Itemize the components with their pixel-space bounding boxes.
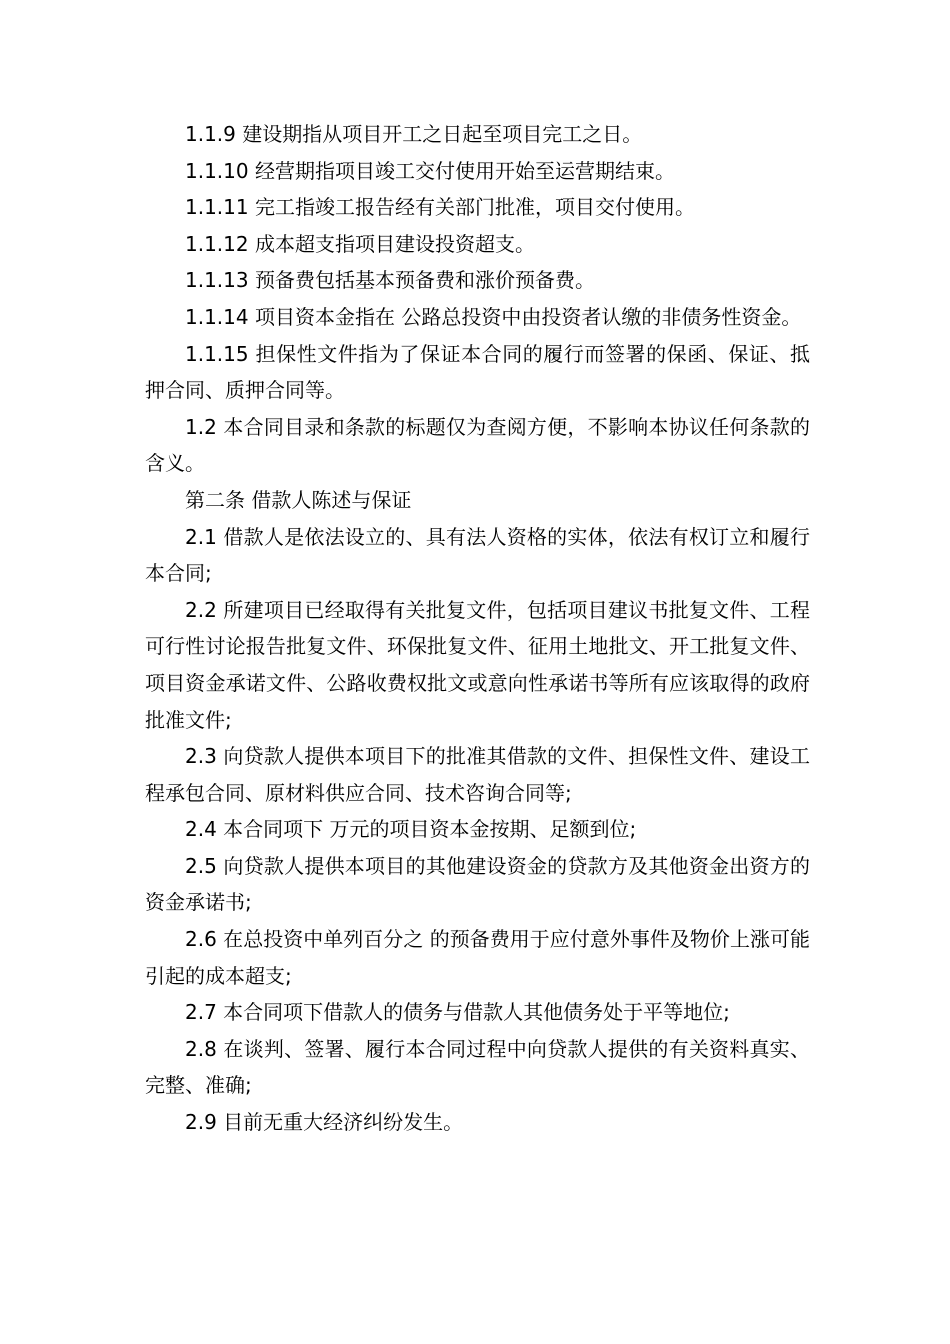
clause-1-1-11: 1.1.11 完工指竣工报告经有关部门批准，项目交付使用。 [185,195,695,220]
clause-2-4: 2.4 本合同项下 万元的项目资本金按期、足额到位; [185,817,637,842]
clause-1-1-10: 1.1.10 经营期指项目竣工交付使用开始至运营期结束。 [185,158,675,183]
clause-1-1-12: 1.1.12 成本超支指项目建设投资超支。 [185,231,535,256]
clause-1-1-15: 1.1.15 担保性文件指为了保证本合同的履行而签署的保函、保证、抵押合同、质押合同等。 [145,341,810,403]
clause-1-2: 1.2 本合同目录和条款的标题仅为查阅方便，不影响本协议任何条款的含义。 [145,414,810,476]
clause-2-9: 2.9 目前无重大经济纠纷发生。 [185,1110,464,1135]
clause-2-8: 2.8 在谈判、签署、履行本合同过程中向贷款人提供的有关资料真实、完整、准确; [145,1036,810,1098]
clause-2-3: 2.3 向贷款人提供本项目下的批准其借款的文件、担保性文件、建设工程承包合同、原材料供应合同、技术咨询合同等; [145,744,810,805]
document-body [145,116,810,1141]
clause-2-2: 2.2 所建项目已经取得有关批复文件，包括项目建议书批复文件、工程可行性讨论报告批复文件、环保批复文件、征用土地批文、开工批复文件、项目资金承诺文件、公路收费权批文或意向性承诺书等所有应该取得的政府批准文件; [145,597,810,732]
clause-1-1-14: 1.1.14 项目资本金指在 公路总投资中由投资者认缴的非债务性资金。 [185,304,802,329]
clause-1-1-9: 1.1.9 建设期指从项目开工之日起至项目完工之日。 [185,122,643,146]
clause-2-1: 2.1 借款人是依法设立的、具有法人资格的实体，依法有权订立和履行本合同; [145,524,810,586]
section-heading-article-2: 第二条 借款人陈述与保证 [185,487,412,512]
clause-2-5: 2.5 向贷款人提供本项目的其他建设资金的贷款方及其他资金出资方的资金承诺书; [145,853,810,915]
clause-2-7: 2.7 本合同项下借款人的债务与借款人其他债务处于平等地位; [185,1000,730,1025]
clause-1-1-13: 1.1.13 预备费包括基本预备费和涨价预备费。 [185,268,595,293]
clause-2-6: 2.6 在总投资中单列百分之 的预备费用于应付意外事件及物价上涨可能引起的成本超支; [145,927,810,988]
